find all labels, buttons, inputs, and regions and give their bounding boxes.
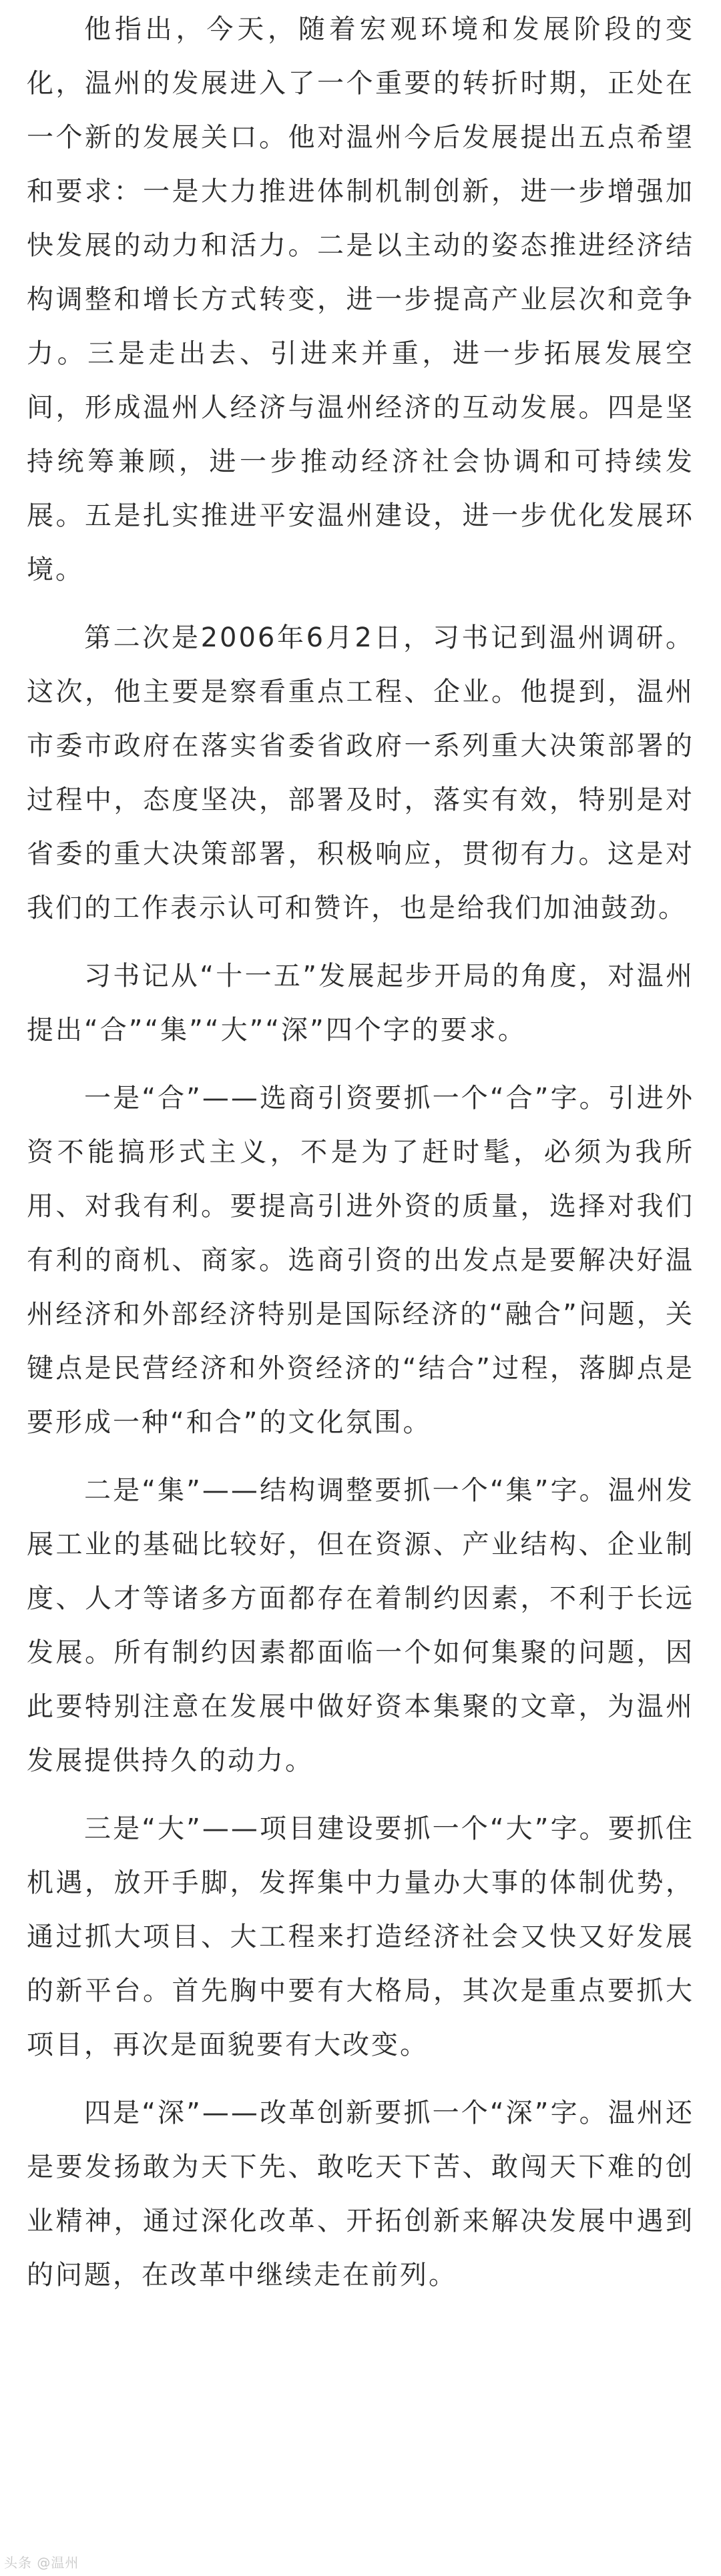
paragraph: 二是“集”——结构调整要抓一个“集”字。温州发展工业的基础比较好，但在资源、产业结构、企业制度、人才等诸多方面都存在着制约因素，不利于长远发展。所有制约因素都面临一个如何集聚的问题，因此要特别注意在发展中做好资本集聚的文章，为温州发展提供持久的动力。 xyxy=(27,1475,694,1776)
paragraph: 他指出，今天，随着宏观环境和发展阶段的变化，温州的发展进入了一个重要的转折时期，正处在一个新的发展关口。他对温州今后发展提出五点希望和要求：一是大力推进体制机制创新，进一步增强加快发展的动力和活力。二是以主动的姿态推进经济结构调整和增长方式转变，进一步提高产业层次和竞争力。三是走出去、引进来并重，进一步拓展发展空间，形成温州人经济与温州经济的互动发展。四是坚持统筹兼顾，进一步推动经济社会协调和可持续发展。五是扎实推进平安温州建设，进一步优化发展环境。 xyxy=(27,14,694,585)
paragraph: 四是“深”——改革创新要抓一个“深”字。温州还是要发扬敢为天下先、敢吃天下苦、敢闯天下难的创业精神，通过深化改革、开拓创新来解决发展中遇到的问题，在改革中继续走在前列。 xyxy=(27,2098,694,2290)
paragraph: 习书记从“十一五”发展起步开局的角度，对温州提出“合”“集”“大”“深”四个字的要求。 xyxy=(27,961,694,1045)
paragraph: 三是“大”——项目建设要抓一个“大”字。要抓住机遇，放开手脚，发挥集中力量办大事的体制优势，通过抓大项目、大工程来打造经济社会又快又好发展的新平台。首先胸中要有大格局，其次是重点要抓大项目，再次是面貌要有大改变。 xyxy=(27,1813,694,2060)
watermark-text: 头条 @温州 xyxy=(4,2555,79,2571)
paragraph: 第二次是2006年6月2日，习书记到温州调研。这次，他主要是察看重点工程、企业。他提到，温州市委市政府在落实省委省政府一系列重大决策部署的过程中，态度坚决，部署及时，落实有效，特别是对省委的重大决策部署，积极响应，贯彻有力。这是对我们的工作表示认可和赞许，也是给我们加油鼓劲。 xyxy=(27,622,694,923)
watermark xyxy=(4,2555,79,2571)
paragraph: 一是“合”——选商引资要抓一个“合”字。引进外资不能搞形式主义，不是为了赶时髦，必须为我所用、对我有利。要提高引进外资的质量，选择对我们有利的商机、商家。选商引资的出发点是要解决好温州经济和外部经济特别是国际经济的“融合”问题，关键点是民营经济和外资经济的“结合”过程，落脚点是要形成一种“和合”的文化氛围。 xyxy=(27,1083,694,1438)
